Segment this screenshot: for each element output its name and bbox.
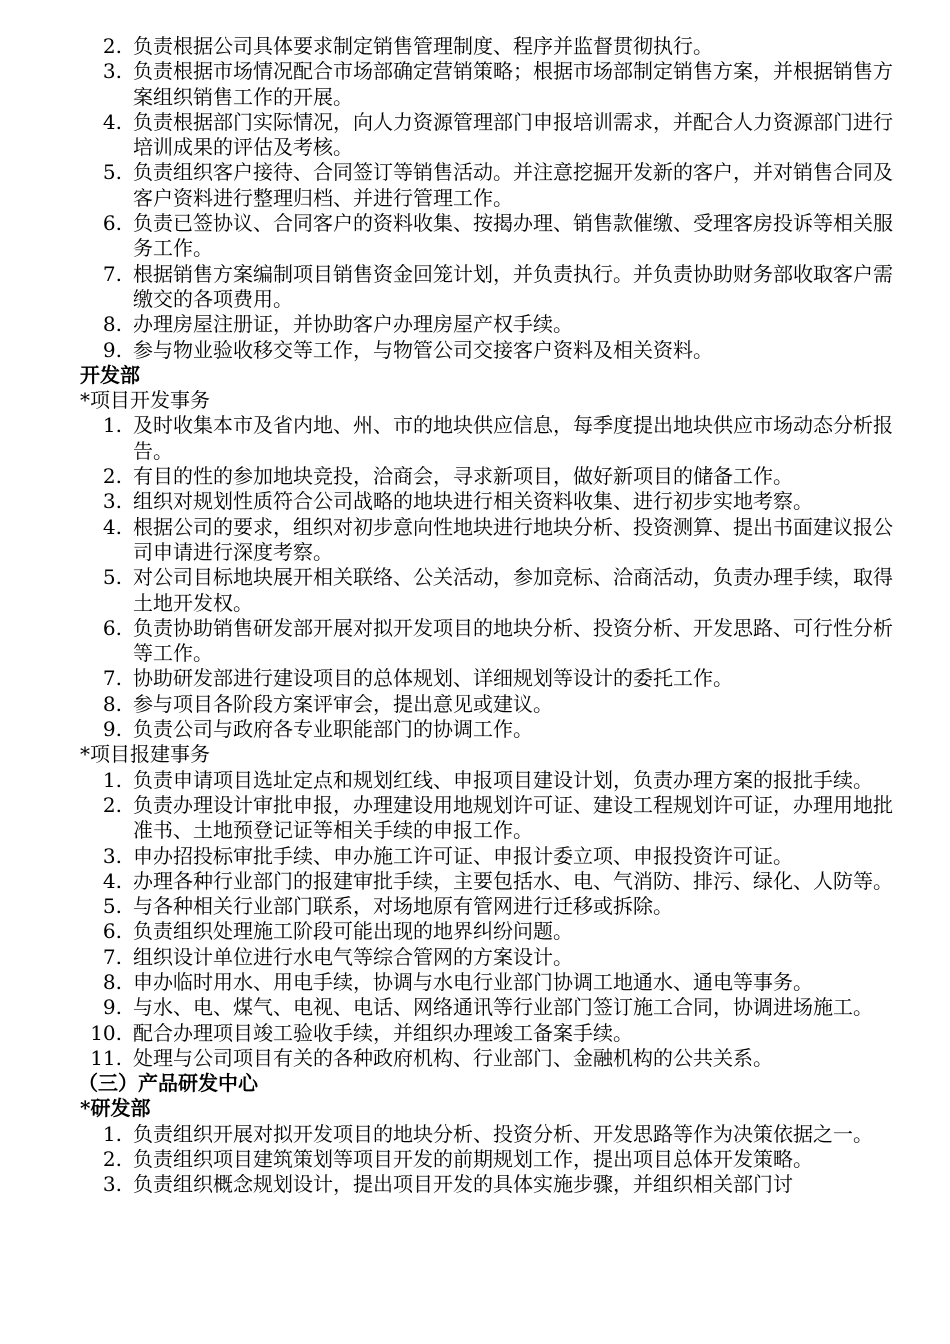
list-item-text: 申办临时用水、用电手续，协调与水电行业部门协调工地通水、通电等事务。	[133, 969, 813, 994]
list-item-text: 负责协助销售研发部开展对拟开发项目的地块分析、投资分析、开发思路、可行性分析等工作。	[133, 615, 893, 666]
list-item-text: 负责申请项目选址定点和规划红线、申报项目建设计划，负责办理方案的报批手续。	[133, 767, 873, 792]
list-item-number: 8.	[102, 969, 122, 994]
product-center-heading: （三）产品研发中心	[78, 1071, 258, 1096]
project-dev-list	[80, 413, 910, 742]
list-item	[80, 844, 910, 869]
list-item-text: 负责根据市场情况配合市场部确定营销策略；根据市场部制定销售方案，并根据销售方案组织销售工作的开展。	[133, 59, 893, 109]
list-item	[80, 919, 910, 944]
rd-list	[80, 1122, 910, 1198]
list-item-text: 负责组织概念规划设计，提出项目开发的具体实施步骤，并组织相关部门讨	[133, 1172, 793, 1197]
list-item	[80, 894, 910, 919]
list-item-number: 8.	[102, 691, 122, 716]
list-item-text: 与各种相关行业部门联系，对场地原有管网进行迁移或拆除。	[133, 894, 673, 919]
list-item-number: 6.	[102, 211, 122, 236]
list-item	[80, 515, 910, 566]
list-item-number: 6.	[102, 919, 122, 944]
list-item-text: 负责根据部门实际情况，向人力资源管理部门申报培训需求，并配合人力资源部门进行培训成果的评估及考核。	[133, 109, 893, 160]
list-item	[80, 338, 910, 363]
list-item-number: 9.	[102, 717, 122, 742]
list-item	[80, 1147, 910, 1172]
list-item	[80, 1046, 910, 1071]
document-body	[80, 34, 910, 1198]
list-item-text: 申办招投标审批手续、申办施工许可证、申报计委立项、申报投资许可证。	[133, 843, 793, 868]
list-item	[80, 110, 910, 161]
list-item-number: 1.	[102, 1121, 122, 1146]
list-item-number: 6.	[102, 615, 122, 640]
list-item	[80, 666, 910, 691]
list-item-number: 5.	[102, 160, 122, 185]
list-item-text: 负责组织客户接待、合同签订等销售活动。并注意挖掘开发新的客户，并对销售合同及客户资料进行整理归档、并进行管理工作。	[133, 160, 893, 210]
dev-department-heading: 开发部	[80, 362, 140, 387]
rd-subheading: *研发部	[80, 1096, 151, 1121]
list-item-text: 办理各种行业部门的报建审批手续，主要包括水、电、气消防、排污、绿化、人防等。	[133, 868, 893, 893]
list-item-number: 2.	[102, 1147, 122, 1172]
list-item	[80, 464, 910, 489]
list-item-number: 3.	[102, 1172, 122, 1197]
list-item	[80, 869, 910, 894]
list-item	[80, 1172, 910, 1197]
list-item-number: 9.	[102, 337, 122, 362]
list-item-text: 参与项目各阶段方案评审会，提出意见或建议。	[133, 691, 553, 716]
list-item-number: 2.	[102, 464, 122, 489]
list-item-text: 负责公司与政府各专业职能部门的协调工作。	[133, 717, 533, 742]
list-item-text: 与水、电、煤气、电视、电话、网络通讯等行业部门签订施工合同，协调进场施工。	[133, 995, 873, 1020]
list-item-text: 负责根据公司具体要求制定销售管理制度、程序并监督贯彻执行。	[133, 34, 713, 58]
list-item-text: 负责组织开展对拟开发项目的地块分析、投资分析、开发思路等作为决策依据之一。	[133, 1121, 873, 1146]
list-item-text: 负责组织项目建筑策划等项目开发的前期规划工作，提出项目总体开发策略。	[133, 1147, 813, 1172]
list-item-text: 根据公司的要求，组织对初步意向性地块进行地块分析、投资测算、提出书面建议报公司申请进行深度考察。	[133, 514, 893, 564]
list-item	[80, 565, 910, 616]
list-item	[80, 945, 910, 970]
list-item	[80, 970, 910, 995]
list-item-number: 9.	[102, 995, 122, 1020]
list-item-number: 2.	[102, 792, 122, 817]
list-item-number: 5.	[102, 565, 122, 590]
list-item-text: 负责办理设计审批申报，办理建设用地规划许可证、建设工程规划许可证，办理用地批准书、土地预登记证等相关手续的申报工作。	[133, 792, 893, 843]
list-item	[80, 59, 910, 110]
project-report-list	[80, 768, 910, 1072]
list-item-number: 4.	[102, 868, 122, 893]
list-item	[80, 1122, 910, 1147]
list-item	[80, 1021, 910, 1046]
list-item	[80, 768, 910, 793]
list-item-number: 7.	[102, 666, 122, 691]
list-item-text: 配合办理项目竣工验收手续，并组织办理竣工备案手续。	[133, 1020, 633, 1045]
list-item	[80, 692, 910, 717]
list-item	[80, 211, 910, 262]
list-item	[80, 34, 910, 59]
list-item	[80, 995, 910, 1020]
project-dev-subheading: *项目开发事务	[80, 388, 210, 413]
list-item-number: 4.	[102, 514, 122, 539]
list-item	[80, 413, 910, 464]
list-item-text: 对公司目标地块展开相关联络、公关活动，参加竞标、洽商活动，负责办理手续，取得土地开发权。	[133, 565, 893, 615]
list-item-text: 参与物业验收移交等工作，与物管公司交接客户资料及相关资料。	[133, 337, 713, 362]
list-item-text: 办理房屋注册证，并协助客户办理房屋产权手续。	[133, 312, 573, 337]
list-item-text: 根据销售方案编制项目销售资金回笼计划，并负责执行。并负责协助财务部收取客户需缴交的各项费用。	[133, 261, 893, 311]
list-item	[80, 616, 910, 667]
list-item	[80, 717, 910, 742]
list-item-text: 组织设计单位进行水电气等综合管网的方案设计。	[133, 944, 573, 969]
sales-duties-list	[80, 34, 910, 363]
list-item	[80, 312, 910, 337]
list-item-number: 3.	[102, 489, 122, 514]
list-item-number: 11.	[90, 1045, 122, 1070]
list-item-number: 7.	[102, 944, 122, 969]
project-report-subheading: *项目报建事务	[80, 742, 210, 767]
list-item-number: 8.	[102, 312, 122, 337]
list-item-text: 协助研发部进行建设项目的总体规划、详细规划等设计的委托工作。	[133, 666, 733, 691]
list-item-number: 3.	[102, 843, 122, 868]
list-item-text: 处理与公司项目有关的各种政府机构、行业部门、金融机构的公共关系。	[133, 1045, 773, 1070]
list-item-number: 1.	[102, 767, 122, 792]
list-item-text: 组织对规划性质符合公司战略的地块进行相关资料收集、进行初步实地考察。	[133, 489, 813, 514]
list-item-number: 10.	[90, 1020, 122, 1045]
list-item-number: 1.	[102, 413, 122, 438]
list-item-number: 5.	[102, 894, 122, 919]
list-item-text: 负责已签协议、合同客户的资料收集、按揭办理、销售款催缴、受理客房投诉等相关服务工作。	[133, 211, 893, 261]
list-item-text: 有目的性的参加地块竞投，洽商会，寻求新项目，做好新项目的储备工作。	[133, 464, 793, 489]
list-item-text: 负责组织处理施工阶段可能出现的地界纠纷问题。	[133, 919, 573, 944]
list-item	[80, 262, 910, 313]
list-item-number: 3.	[102, 59, 122, 84]
list-item	[80, 489, 910, 514]
list-item	[80, 160, 910, 211]
list-item-number: 4.	[102, 109, 122, 134]
list-item-number: 7.	[102, 261, 122, 286]
list-item-number: 2.	[102, 34, 122, 58]
list-item-text: 及时收集本市及省内地、州、市的地块供应信息，每季度提出地块供应市场动态分析报告。	[133, 413, 893, 463]
list-item	[80, 793, 910, 844]
